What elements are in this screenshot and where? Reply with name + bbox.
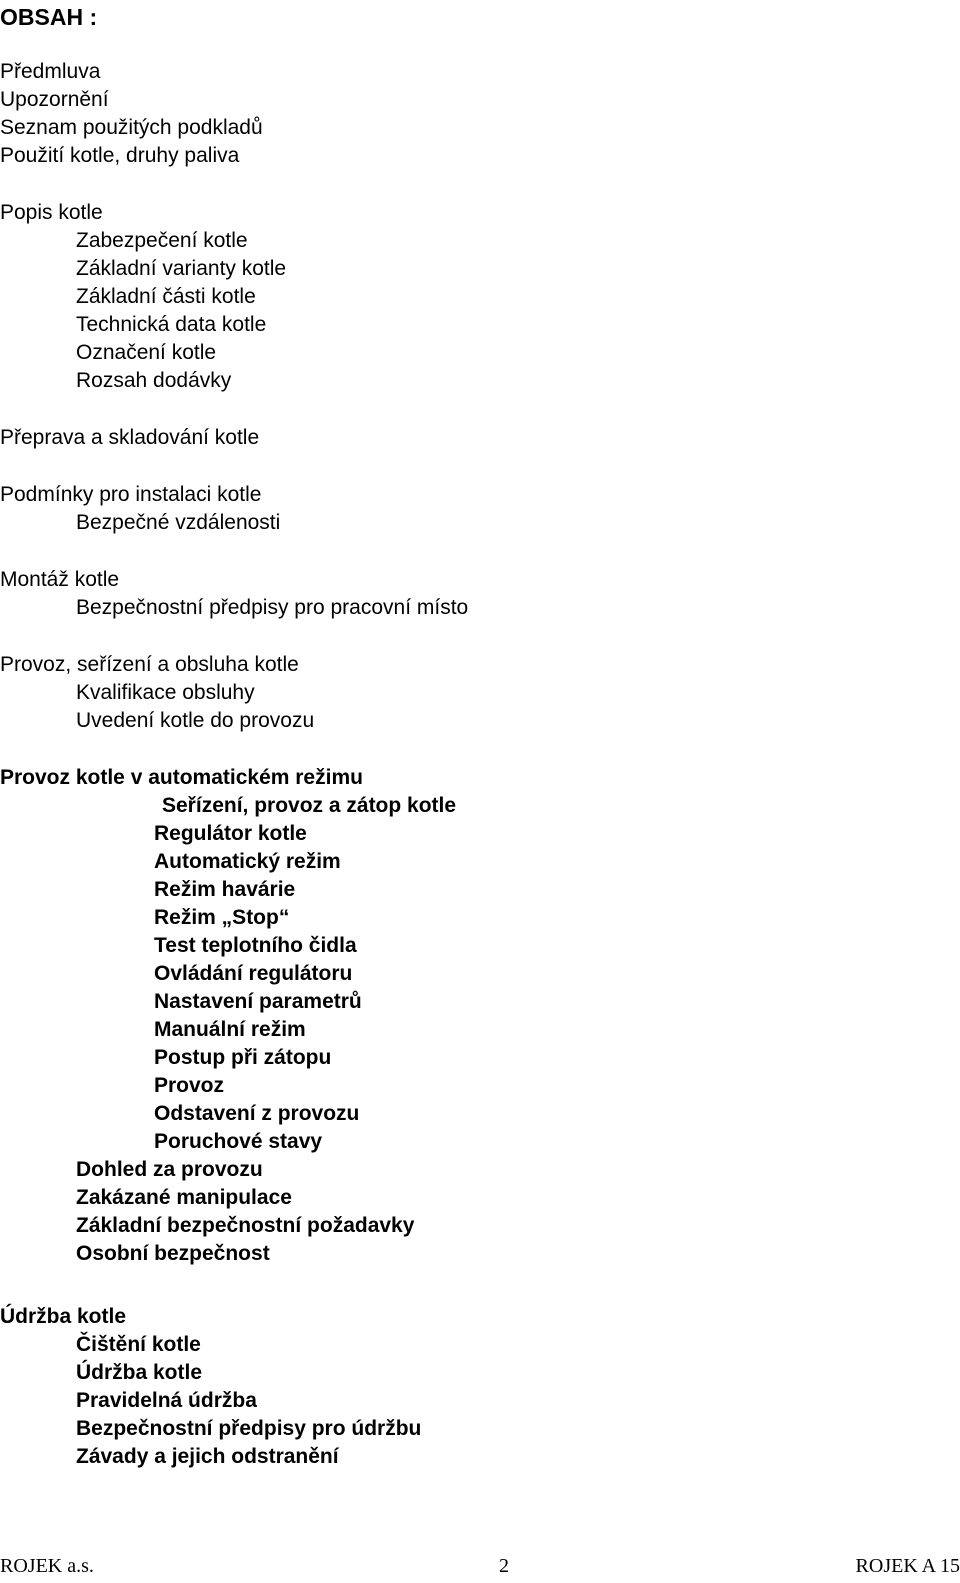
toc-entry: Podmínky pro instalaci kotle xyxy=(0,483,262,506)
toc-entry: Kvalifikace obsluhy xyxy=(76,681,255,704)
toc-entry: Závady a jejich odstranění xyxy=(76,1445,339,1468)
toc-entry: Přeprava a skladování kotle xyxy=(0,426,260,449)
toc-entry: Zabezpečení kotle xyxy=(76,229,248,252)
toc-entry: Technická data kotle xyxy=(76,313,267,336)
toc-entry: Popis kotle xyxy=(0,201,103,224)
toc-entry: Základní varianty kotle xyxy=(76,257,287,280)
toc-entry: Čištění kotle xyxy=(76,1333,201,1356)
footer-company: ROJEK a.s. xyxy=(0,1555,94,1577)
toc-entry: Základní části kotle xyxy=(76,285,256,308)
toc-entry: Použití kotle, druhy paliva xyxy=(0,144,240,167)
toc-entry: Manuální režim xyxy=(154,1018,306,1041)
toc-entry: Bezpečné vzdálenosti xyxy=(76,511,281,534)
toc-entry: Upozornění xyxy=(0,88,109,111)
toc-entry: Test teplotního čidla xyxy=(154,934,357,957)
toc-entry: Automatický režim xyxy=(154,850,341,873)
toc-entry: Režim havárie xyxy=(154,878,296,901)
toc-entry: Zakázané manipulace xyxy=(76,1186,292,1209)
toc-entry: Provoz, seřízení a obsluha kotle xyxy=(0,653,299,676)
toc-entry: Rozsah dodávky xyxy=(76,369,232,392)
toc-entry: Provoz xyxy=(154,1074,225,1097)
page-title: OBSAH : xyxy=(0,4,98,30)
toc-entry: Poruchové stavy xyxy=(154,1130,323,1153)
toc-entry: Pravidelná údržba xyxy=(76,1389,257,1412)
toc-entry: Údržba kotle xyxy=(76,1361,203,1384)
toc-entry: Ovládání regulátoru xyxy=(154,962,353,985)
toc-entry: Bezpečnostní předpisy pro údržbu xyxy=(76,1417,422,1440)
page-footer xyxy=(0,1553,960,1579)
toc-entry: Seznam použitých podkladů xyxy=(0,116,263,139)
footer-page-number: 2 xyxy=(499,1555,509,1577)
toc-entry: Údržba kotle xyxy=(0,1305,127,1328)
toc-entry: Bezpečnostní předpisy pro pracovní místo xyxy=(76,596,469,619)
toc-entry: Nastavení parametrů xyxy=(154,990,362,1013)
toc-entry: Montáž kotle xyxy=(0,568,120,591)
toc-entry: Odstavení z provozu xyxy=(154,1102,360,1125)
toc-entry: Předmluva xyxy=(0,60,101,83)
toc-entry: Režim „Stop“ xyxy=(154,906,290,929)
toc-entry: Regulátor kotle xyxy=(154,822,307,845)
toc-entry: Základní bezpečnostní požadavky xyxy=(76,1214,415,1237)
toc-entry: Osobní bezpečnost xyxy=(76,1242,270,1265)
toc-entry: Dohled za provozu xyxy=(76,1158,263,1181)
toc-entry: Označení kotle xyxy=(76,341,217,364)
toc-entry: Uvedení kotle do provozu xyxy=(76,709,315,732)
footer-product: ROJEK A 15 xyxy=(855,1555,960,1577)
toc-entry: Seřízení, provoz a zátop kotle xyxy=(162,794,457,817)
toc-entry: Provoz kotle v automatickém režimu xyxy=(0,766,363,789)
toc-entry: Postup při zátopu xyxy=(154,1046,332,1069)
